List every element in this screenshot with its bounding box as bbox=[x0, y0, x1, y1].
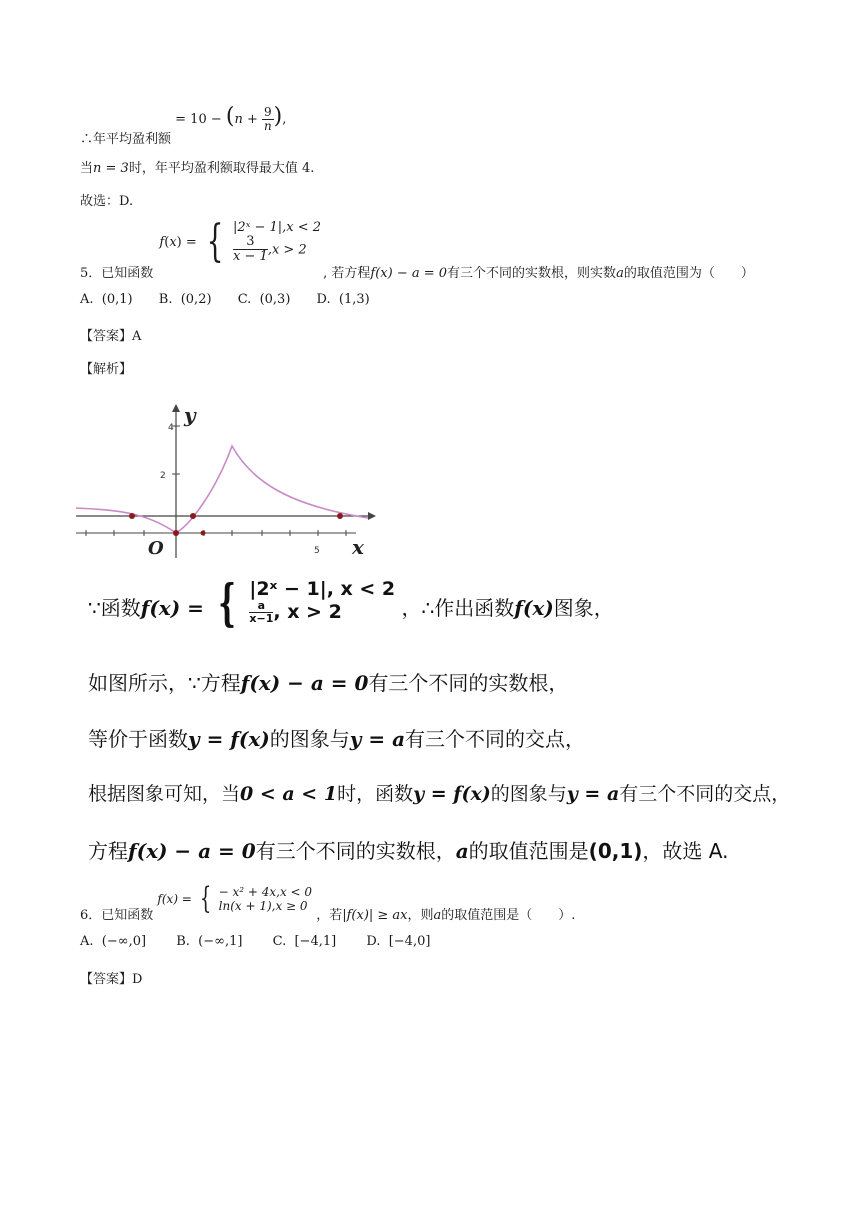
intersection-point bbox=[129, 513, 135, 519]
sol-line-2: 如图所示，∵方程f(x) − a = 0有三个不同的实数根， bbox=[88, 671, 569, 695]
x-axis-label: x bbox=[352, 535, 364, 559]
q5-piecewise: f(x) = { |2ˣ − 1|,x < 2 $\frac{3}{x - 1}$ ,x > 2 bbox=[159, 216, 322, 268]
q5-option-b: B. (0,2) bbox=[158, 292, 212, 307]
q5-option-c: C. (0,3) bbox=[237, 292, 291, 307]
x-tick-5-label: 5 bbox=[314, 546, 320, 556]
q6-answer: 【答案】D bbox=[80, 972, 143, 987]
q6-stem: 6．已知函数 f(x) = { − x² + 4x,x < 0 ln(x + 1),x ≥ 0 ，若|f(x)| ≥ ax，则a的取值范围是（ ）. bbox=[80, 881, 576, 923]
avg-profit-formula: = 10 − (n + $\frac{9}{n}$ ), bbox=[175, 104, 287, 133]
q6-option-c: C. [−4,1] bbox=[272, 934, 337, 949]
x-axis-point bbox=[201, 531, 206, 536]
y-axis-arrow bbox=[172, 404, 180, 412]
y-axis-label: y bbox=[184, 403, 196, 427]
q6-option-a: A. (−∞,0] bbox=[80, 934, 147, 949]
x-axis-arrow bbox=[368, 512, 376, 520]
function-curve bbox=[76, 446, 368, 533]
intersection-point bbox=[337, 513, 343, 519]
prev-choice: 故选：D. bbox=[80, 194, 134, 209]
q5-stem: 5．已知函数 f(x) = { |2ˣ − 1|,x < 2 $\frac{3}{x - 1}$ ,x > 2 , 若方程f(x) − a = 0有三个不同的实数根，则实数a的取值范围为（ ） bbox=[80, 216, 754, 281]
avg-profit-line bbox=[80, 104, 287, 147]
max-value-line: 当n = 3时，年平均盈利额取得最大值 4. bbox=[80, 161, 315, 176]
q5-analysis-label: 【解析】 bbox=[80, 362, 133, 377]
q5-option-a: A. (0,1) bbox=[80, 292, 133, 307]
sol-line-4: 根据图象可知，当0 < a < 1时，函数y = f(x)的图象与y = a有三个不同的交点， bbox=[88, 783, 791, 805]
y-tick-4-label: 4 bbox=[168, 423, 174, 433]
origin-label: O bbox=[148, 538, 164, 559]
sol-line-5: 方程f(x) − a = 0有三个不同的实数根，a的取值范围是(0,1)，故选 A. bbox=[88, 839, 729, 863]
avg-profit-label: ∴年平均盈利额 bbox=[80, 132, 172, 147]
q6-option-b: B. (−∞,1] bbox=[176, 934, 243, 949]
q6-options bbox=[80, 934, 430, 949]
sol-line-1: ∵函数f(x) = { |2ˣ − 1|, x < 2 $\frac{a}{x-1}$ , x > 2 ，∴作出函数f(x)图象， bbox=[88, 573, 614, 632]
origin-point bbox=[173, 530, 179, 536]
q5-option-d: D. (1,3) bbox=[316, 292, 370, 307]
sol-line-3: 等价于函数y = f(x)的图象与y = a有三个不同的交点， bbox=[88, 727, 586, 751]
q6-piecewise: f(x) = { − x² + 4x,x < 0 ln(x + 1),x ≥ 0 bbox=[157, 881, 313, 916]
function-graph bbox=[76, 400, 376, 560]
q5-answer: 【答案】A bbox=[80, 329, 142, 344]
intersection-point bbox=[190, 513, 196, 519]
q5-options bbox=[80, 292, 370, 307]
y-tick-2-label: 2 bbox=[160, 471, 166, 481]
q5-number: 5．已知函数 bbox=[80, 266, 154, 281]
q6-option-d: D. [−4,0] bbox=[366, 934, 431, 949]
